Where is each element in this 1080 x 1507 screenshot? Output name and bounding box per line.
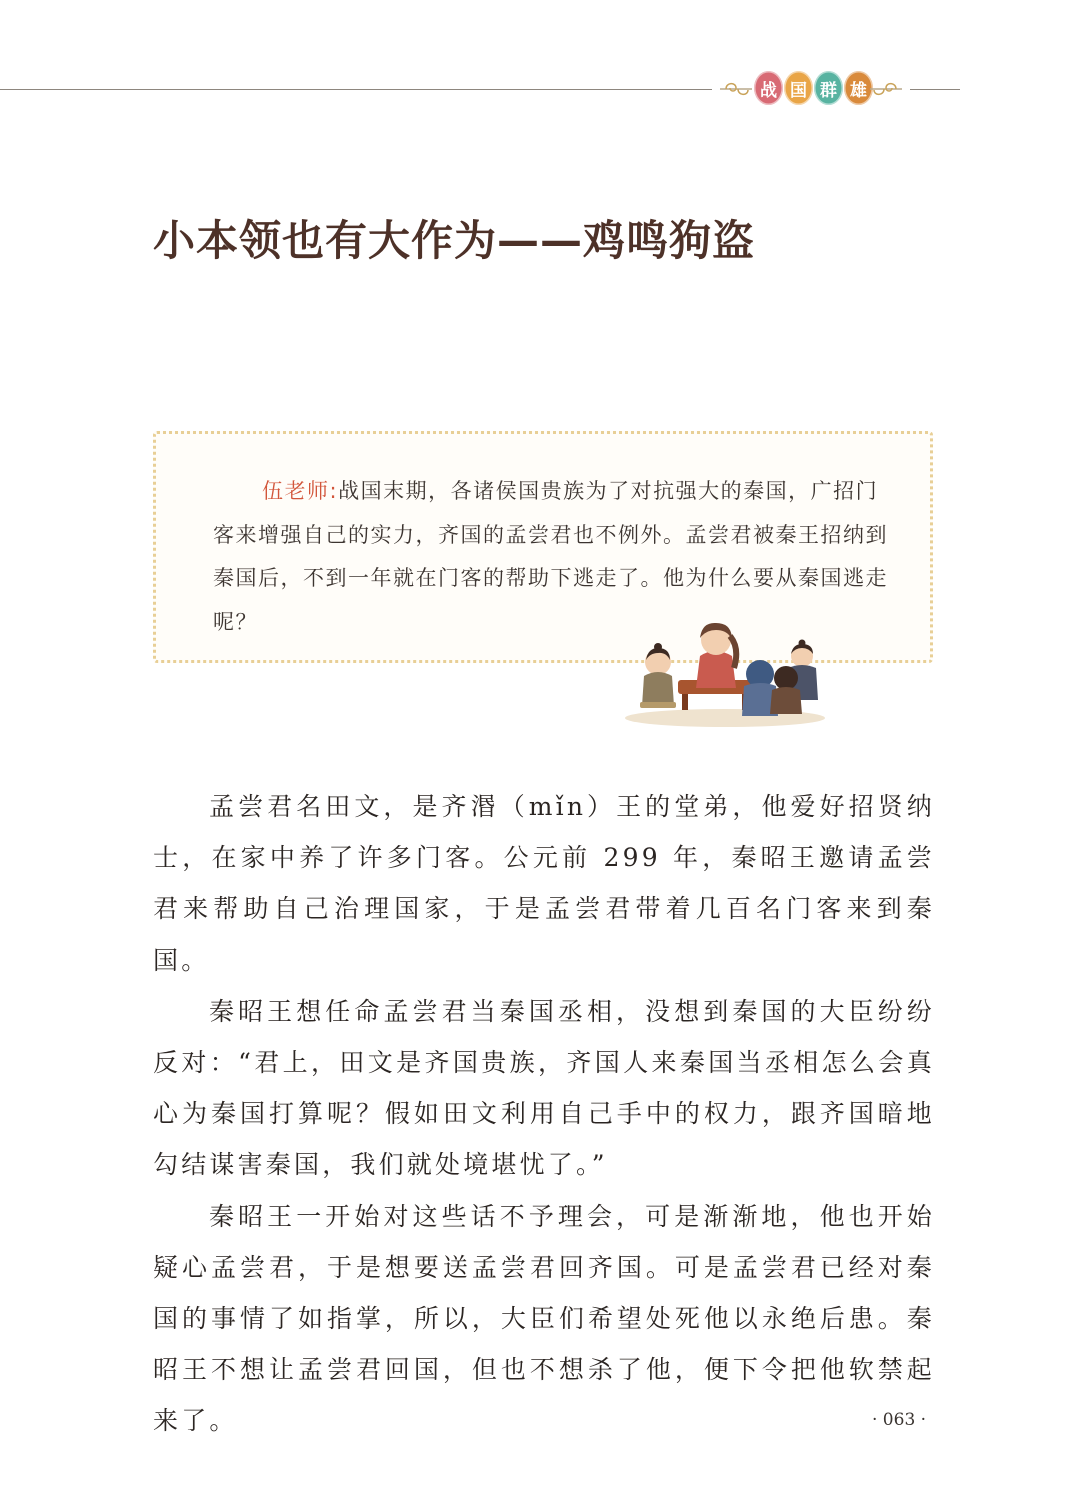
series-badge (754, 71, 873, 105)
series-badge-char: 雄 (844, 71, 873, 105)
classroom-illustration-icon (620, 618, 830, 730)
header-rule-right (910, 89, 960, 90)
teacher-name: 伍老师: (262, 479, 339, 503)
series-badge-char: 国 (784, 71, 813, 105)
cloud-ornament-left-icon (718, 74, 754, 104)
cloud-ornament-right-icon (868, 74, 904, 104)
body-paragraph: 秦昭王想任命孟尝君当秦国丞相，没想到秦国的大臣纷纷反对：“君上，田文是齐国贵族，齐国人来秦国当丞相怎么会真心为秦国打算呢？假如田文利用自己手中的权力，跟齐国暗地勾结谋害秦国，我们就处境堪忧了。” (153, 996, 935, 1180)
series-badge-char: 战 (754, 71, 783, 105)
header-rule-left (0, 89, 712, 90)
page-number: · 063 · (872, 1410, 927, 1430)
teacher-question: 战国末期，各诸侯国贵族为了对抗强大的秦国，广招门客来增强自己的实力，齐国的孟尝君也不例外。孟尝君被秦王招纳到秦国后，不到一年就在门客的帮助下逃走了。他为什么要从秦国逃走呢？ (213, 479, 888, 634)
page-title: 小本领也有大作为——鸡鸣狗盗 (153, 216, 756, 265)
series-badge-char: 群 (814, 71, 843, 105)
body-paragraph: 秦昭王一开始对这些话不予理会，可是渐渐地，他也开始疑心孟尝君，于是想要送孟尝君回齐国。可是孟尝君已经对秦国的事情了如指掌，所以，大臣们希望处死他以永绝后患。秦昭王不想让孟尝君回国，但也不想杀了他，便下令把他软禁起来了。 (153, 1201, 935, 1436)
body-paragraph: 孟尝君名田文，是齐湣（mǐn）王的堂弟，他爱好招贤纳士，在家中养了许多门客。公元前 299 年，秦昭王邀请孟尝君来帮助自己治理国家，于是孟尝君带着几百名门客来到秦国。 (153, 792, 935, 975)
body-text (153, 781, 935, 1447)
